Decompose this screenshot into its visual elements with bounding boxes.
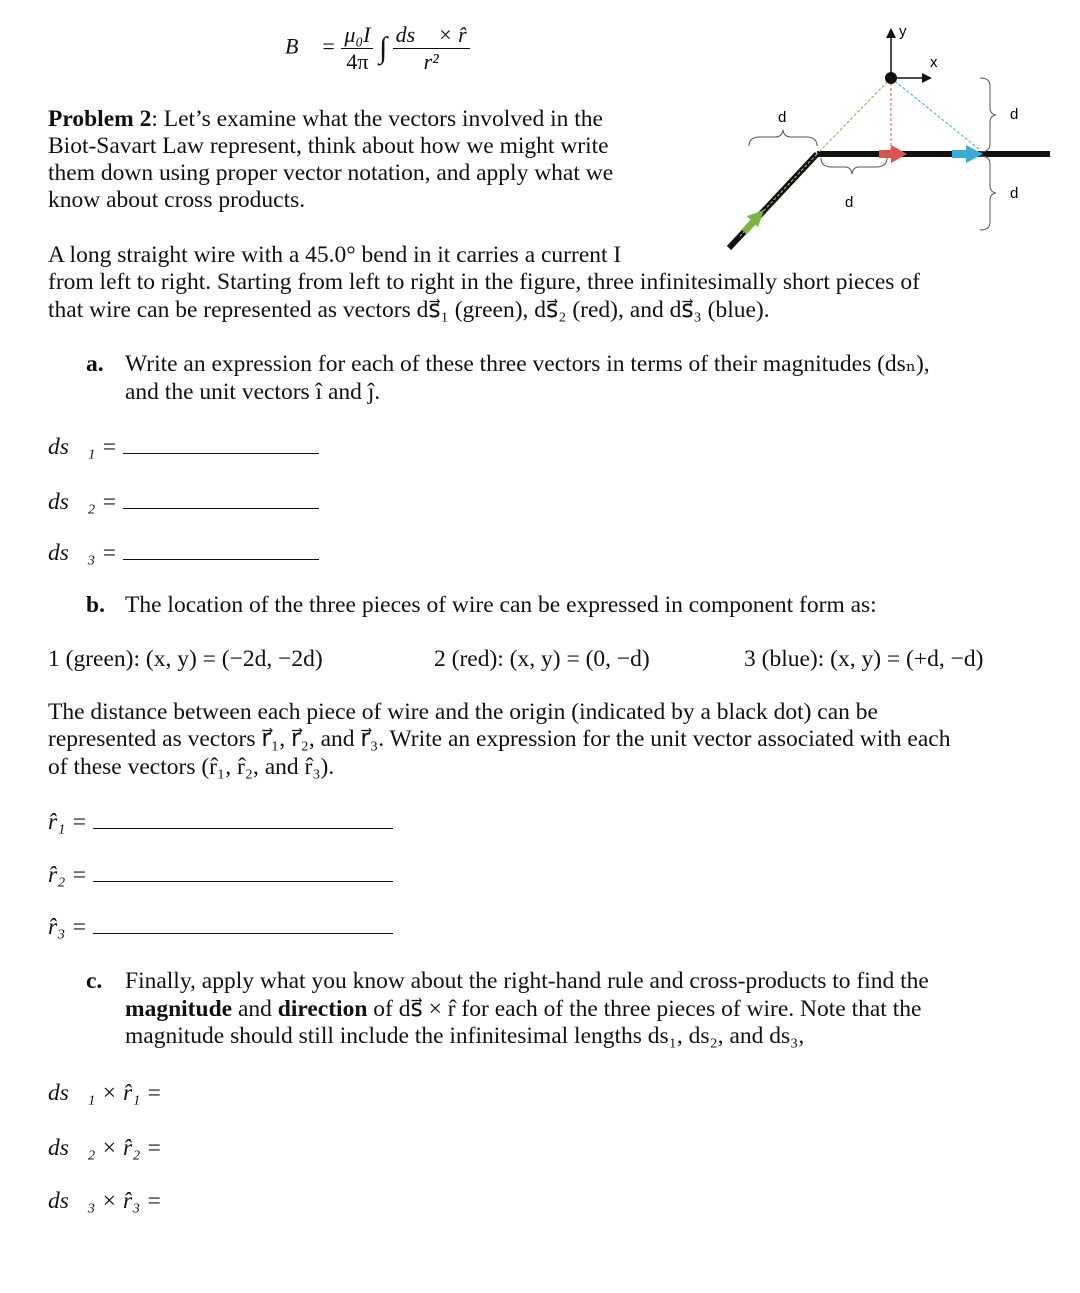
- r1-dashed-line: [817, 78, 891, 154]
- answer-blank[interactable]: [123, 507, 319, 509]
- answer-ds3: [48, 540, 319, 568]
- y-axis-arrow: [886, 28, 896, 78]
- answer-cross-1[interactable]: ds⃗₁ × r̂₁ =: [48, 1080, 163, 1106]
- answer-blank[interactable]: [123, 558, 319, 560]
- problem-title: Problem 2: [48, 106, 152, 132]
- part-c-line-3: magnitude should still include the infinitesimal lengths ds₁, ds₂, and ds₃,: [125, 1023, 805, 1049]
- wire-diagram: [700, 20, 1070, 260]
- text: of ds⃗ × r̂ for each of the three pieces of wire. Note that the: [367, 996, 922, 1022]
- part-b-line: The location of the three pieces of wire can be expressed in component form as:: [125, 592, 877, 618]
- origin-dot: [885, 72, 897, 84]
- answer-blank[interactable]: [93, 932, 393, 934]
- d-label-left: d: [778, 109, 787, 126]
- part-a-line-1: Write an expression for each of these three vectors in terms of their magnitudes (dsₙ),: [125, 351, 930, 377]
- setup-line-3: that wire can be represented as vectors ds⃗₁ (green), ds⃗₂ (red), and ds⃗₃ (blue).: [48, 297, 770, 323]
- answer-r2: [48, 862, 393, 890]
- coefficient-fraction: [341, 22, 373, 75]
- distance-line-1: The distance between each piece of wire and the origin (indicated by a black dot) can be: [48, 699, 878, 725]
- answer-label: ds⃗₁ =: [48, 434, 118, 460]
- brace-top-left: [749, 130, 817, 146]
- part-b-marker: b.: [86, 592, 105, 618]
- brace-right-top: [980, 78, 996, 152]
- answer-label: r̂₃ =: [48, 914, 88, 940]
- answer-label: r̂₁ =: [48, 809, 88, 835]
- answer-cross-2[interactable]: ds⃗₂ × r̂₂ =: [48, 1135, 163, 1161]
- answer-ds1: [48, 434, 319, 462]
- y-axis-label: y: [899, 23, 907, 40]
- d-label-bottom: d: [845, 194, 854, 211]
- part-c-line-2: [125, 996, 921, 1024]
- integral-sign: ∫: [378, 31, 388, 65]
- text: and: [232, 996, 278, 1022]
- integrand-fraction: [393, 22, 470, 75]
- answer-label: ds⃗₂ =: [48, 489, 118, 515]
- x-axis-arrow: [891, 73, 932, 83]
- position-blue: 3 (blue): (x, y) = (+d, −d): [744, 646, 984, 672]
- magnitude-bold: magnitude: [125, 996, 233, 1022]
- answer-r3: [48, 914, 393, 942]
- r3-dashed-line: [891, 78, 980, 150]
- position-red: 2 (red): (x, y) = (0, −d): [434, 646, 650, 672]
- part-c-line-1: Finally, apply what you know about the right-hand rule and cross-products to find the: [125, 968, 929, 994]
- brace-bottom: [821, 158, 887, 174]
- answer-label: ds⃗₃ =: [48, 540, 118, 566]
- answer-ds2: [48, 489, 319, 517]
- integrand-denominator: r²: [423, 49, 439, 74]
- problem-intro-line-2: Biot-Savart Law represent, think about how we might write: [48, 133, 609, 159]
- answer-blank[interactable]: [123, 452, 319, 454]
- coef-numerator: μ₀I: [341, 22, 373, 49]
- answer-blank[interactable]: [93, 880, 393, 882]
- part-c-marker: c.: [86, 968, 103, 994]
- setup-line-1: A long straight wire with a 45.0° bend in it carries a current I: [48, 242, 622, 268]
- answer-blank[interactable]: [93, 827, 393, 829]
- part-a-marker: a.: [86, 351, 104, 377]
- ds2-red-arrow: [879, 145, 907, 163]
- part-a-line-2: and the unit vectors î and ĵ.: [125, 379, 381, 405]
- diagonal-wire: [729, 154, 817, 248]
- setup-line-2: from left to right. Starting from left to right in the figure, three infinitesimally short pieces of: [48, 269, 920, 295]
- formula-lhs: B⃗ =: [285, 33, 336, 59]
- position-green: 1 (green): (x, y) = (−2d, −2d): [48, 646, 323, 672]
- integrand-numerator: ds⃗ × r̂: [393, 22, 470, 49]
- distance-line-2: represented as vectors r⃗₁, r⃗₂, and r⃗₃. Write an expression for the unit vector associated with each: [48, 726, 951, 752]
- d-label-right-top: d: [1010, 106, 1019, 123]
- answer-label: r̂₂ =: [48, 862, 88, 888]
- problem-intro-line-3: them down using proper vector notation, and apply what we: [48, 160, 614, 186]
- ds3-blue-arrow: [952, 145, 983, 163]
- x-axis-label: x: [930, 54, 938, 71]
- answer-r1: [48, 809, 393, 837]
- ds1-green-arrow: [744, 210, 764, 232]
- intro-text: : Let’s examine what the vectors involved in the: [151, 106, 603, 132]
- d-label-right-bottom: d: [1010, 185, 1019, 202]
- answer-cross-3[interactable]: ds⃗₃ × r̂₃ =: [48, 1188, 163, 1214]
- direction-bold: direction: [277, 996, 368, 1022]
- biot-savart-formula: [285, 22, 470, 75]
- distance-line-3: of these vectors (r̂₁, r̂₂, and r̂₃).: [48, 754, 335, 780]
- brace-right-bottom: [980, 156, 996, 230]
- problem-intro-line-4: know about cross products.: [48, 187, 306, 213]
- problem-intro-line-1: [48, 106, 603, 134]
- coef-denominator: 4π: [346, 49, 369, 74]
